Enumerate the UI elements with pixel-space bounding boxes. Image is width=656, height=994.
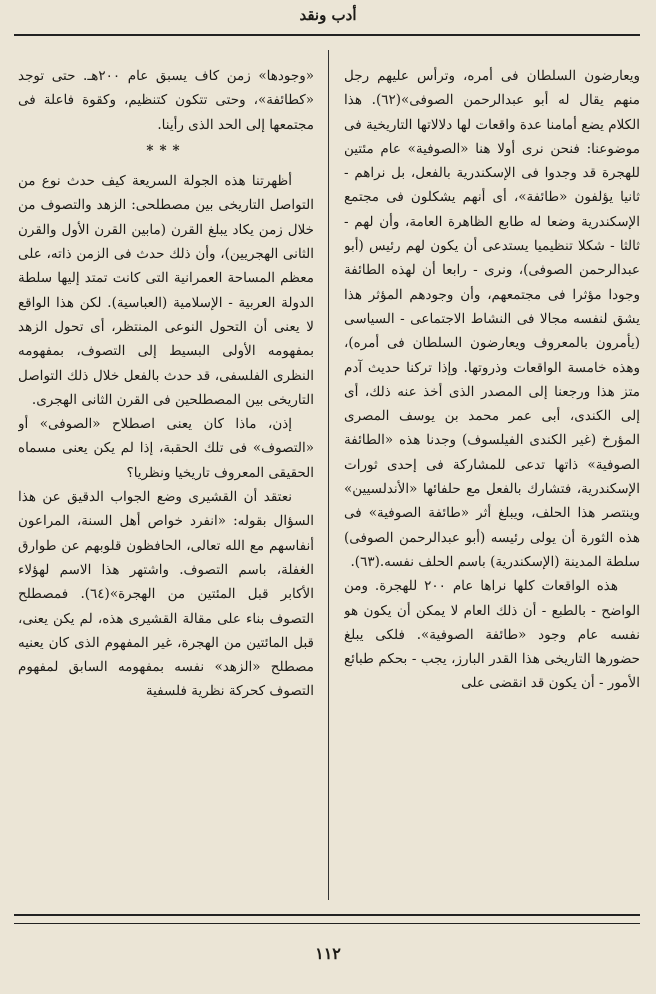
running-header: أدب ونقد [299,6,357,24]
body-paragraph: نعتقد أن القشيرى وضع الجواب الدقيق عن هذا السؤال بقوله: «انفرد خواص أهل السنة، المراعون أنفاسهم مع الله تعالى، الحافظون قلوبهم عن طوارق الغفلة، باسم التصوف. واشتهر هذا الاسم لهؤلاء الأكابر قبل المئتين من الهجرة»(٦٤). فمصطلح التصوف بناء على مقالة القشيرى هذه، لم يكن يعنى، قبل المائتين من الهجرة، غير المفهوم الذى كان يعنيه مصطلح «الزهد» نفسه بمفهومه السابق لمفهوم التصوف كحركة نظرية فلسفية [18,489,314,700]
body-paragraph: أظهرتنا هذه الجولة السريعة كيف حدث نوع من التواصل التاريخى بين مصطلحى: الزهد والتصوف من خلال زمن يكاد يبلغ القرن (مابين القرن الأول والقرن الثانى الهجريين)، وأن ذلك حدث فى الزمن ذاته، على معظم المساحة العمرانية التى كانت تمتد إليها سلطة الدولة العربية - الإسلامية (العباسية). لكن هذا الواقع لا يعنى أن التحول النوعى المنتظر، أى تحول الزهد بمفهومه الأولى البسيط إلى التصوف، بمفهومه النظرى الفلسفى، قد حدث بالفعل خلال ذلك التواصل التاريخى بين المصطلحين فى القرن الثانى الهجرى. [18,173,314,408]
right-column [344,64,640,900]
footer-rule [14,914,640,916]
body-paragraph: ويعارضون السلطان فى أمره، وترأس عليهم رجل منهم يقال له أبو عبدالرحمن الصوفى»(٦٢). هذا الكلام يضع أمامنا عدة واقعات لها دلالاتها التاريخية فى موضوعنا: فنحن نرى أولا هنا «الصوفية» عام مئتين للهجرة قد وجدوا فى الإسكندرية بالفعل، بل نراهم - ثانيا يؤلفون «طائفة»، أى أنهم يشكلون فى مجتمع الإسكندرية وضعا له طابع الظاهرة العامة، وأن لهم - ثالثا - شكلا تنظيميا يستدعى أن يكون لهم رئيس (أبو عبدالرحمن الصوفى)، ونرى - رابعا أن لهذه الطائفة وجودا مؤثرا فى مجتمعهم، وأن وجودهم المؤثر هذا يشق لنفسه مجالا فى النشاط الاجتماعى - السياسى (يأمرون بالمعروف ويعارضون السلطان فى أمره)، وهذه خامسة الواقعات وذروتها. وإذا تركنا حديث آدم متز هذا ورجعنا إلى المصدر الذى أخذ عنه ذلك، أى إلى الكندى، أبى عمر محمد بن يوسف المصرى المؤرخ (غير الكندى الفيلسوف) وجدنا هذه «الطائفة الصوفية» ذاتها تدعى للمشاركة فى إحدى ثورات الإسكندرية، فتشارك بالفعل مع حلفائها «الأندلسيين» وينتصر هذا الحلف، ويبلغ أثر «طائفة الصوفية» فى هذه الثورة أن يولى رئيسه (أبو عبدالرحمن الصوفى) سلطة المدينة (الإسكندرية) باسم الحلف نفسه.(٦٣). [344,68,640,570]
body-paragraph: إذن، ماذا كان يعنى اصطلاح «الصوفى» أو «التصوف» فى تلك الحقبة، إذا لم يكن يعنى مسماه الحقيقى المعروف تاريخيا ونظريا؟ [18,416,314,481]
body-paragraph: هذه الواقعات كلها نراها عام ٢٠٠ للهجرة. ومن الواضح - بالطبع - أن ذلك العام لا يمكن أن يكون هو نفسه عام وجود «طائفة الصوفية». فلكى يبلغ حضورها التاريخى هذا القدر البارز، يجب - بحكم طبائع الأمور - أن يكون قد انقضى على [344,578,640,692]
left-column [18,64,314,900]
footer-rule-thin [14,923,640,924]
header-rule [14,34,640,36]
section-separator: *** [146,142,186,159]
page-number: ١١٢ [315,944,341,963]
column-divider [328,50,329,900]
body-paragraph: «وجودها» زمن كاف يسبق عام ٢٠٠هـ. حتى توجد «كطائفة»، وحتى تتكون كتنظيم، وكقوة فاعلة فى مجتمعها إلى الحد الذى رأينا. [18,68,314,133]
